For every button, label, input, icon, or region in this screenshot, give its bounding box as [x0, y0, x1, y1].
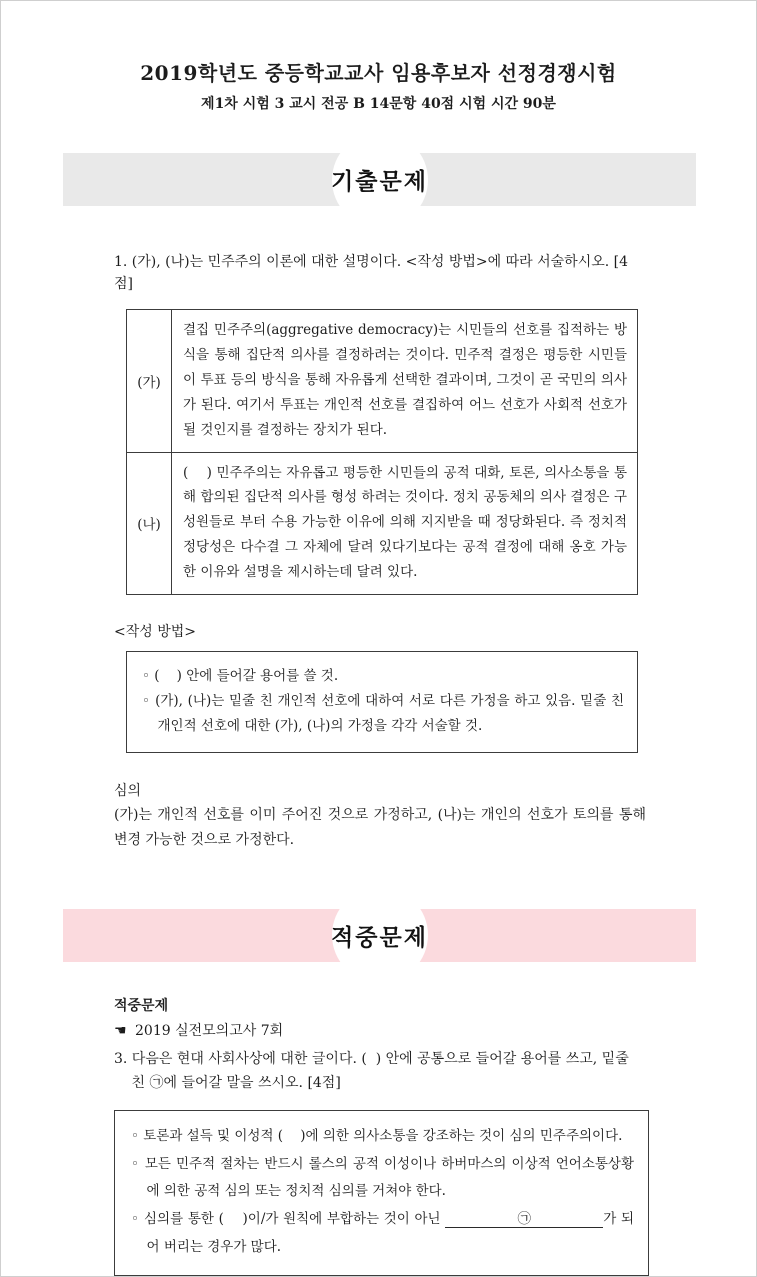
guideline-box: [126, 651, 638, 753]
fill-suffix: 가 되어 버리는 경우가 많다.: [146, 1210, 635, 1255]
row-text-ga: 결집 민주주의(aggregative democracy)는 시민들의 선호를 집적하는 방식을 통해 집단적 의사를 결정하려는 것이다. 민주적 결정은 평등한 시민들이 투표 등의 방식을 통해 자유롭게 선택한 결과이며, 그것이 곧 국민의 의사가 된다. 여기서 투표는 개인적 선호를 결집하여 어느 선호가 사회적 선호가 될 것인지를 결정하는 장치가 된다.: [172, 310, 638, 452]
guideline-item: ◦ ( ) 안에 들어갈 용어를 쓸 것.: [142, 667, 339, 684]
box-item: ◦ 토론과 설득 및 이성적 ( )에 의한 의사소통을 강조하는 것이 심의 민주주의이다.: [131, 1127, 623, 1144]
table-row-ga: [127, 310, 638, 452]
banner-circle: [332, 887, 428, 983]
answer-text: (가)는 개인적 선호를 이미 주어진 것으로 가정하고, (나)는 개인의 선호가 토의를 통해 변경 가능한 것으로 가정한다.: [114, 806, 646, 848]
blank-underline: [445, 1211, 603, 1228]
question3-prompt: 3. 다음은 현대 사회사상에 대한 글이다. ( ) 안에 공통으로 들어갈 용어를 쓰고, 밑줄 친 ㉠에 들어갈 말을 쓰시오. [4점]: [114, 1050, 629, 1092]
banner-label-predicted: 적중문제: [331, 924, 428, 951]
row-label-na: (나): [127, 452, 172, 594]
page-subtitle: 제1차 시험 3 교시 전공 B 14문항 40점 시험 시간 90분: [201, 96, 556, 112]
source-text: 2019 실전모의고사 7회: [135, 1022, 284, 1039]
banner-label-past: 기출문제: [331, 169, 428, 195]
blank-label: ㉠: [517, 1210, 531, 1227]
pointing-hand-icon: ☚: [114, 1022, 127, 1039]
page-title: 2019학년도 중등학교교사 임용후보자 선정경쟁시험: [140, 61, 617, 85]
box-item: ◦ 모든 민주적 절차는 반드시 롤스의 공적 이성이나 하버마스의 이상적 언어소통상황에 의한 공적 심의 또는 정치적 심의를 거쳐야 한다.: [131, 1155, 634, 1200]
guideline-title: <작성 방법>: [114, 623, 197, 640]
question1-section: [114, 252, 646, 853]
box-item-fill: [131, 1206, 634, 1261]
question3-section: [114, 995, 646, 1276]
answer-label: 심의: [114, 782, 142, 799]
table-row-na: [127, 452, 638, 594]
passage-table: [126, 309, 638, 594]
predicted-section-title: 적중문제: [114, 997, 169, 1014]
fill-prefix: ◦ 심의를 통한 ( )이/가 원칙에 부합하는 것이 아닌: [131, 1210, 446, 1227]
question1-prompt: 1. (가), (나)는 민주주의 이론에 대한 설명이다. <작성 방법>에 따라 서술하시오. [4점]: [114, 254, 629, 292]
question3-box: [114, 1110, 649, 1276]
section-banner-past: [63, 153, 696, 206]
source-line: [114, 1020, 646, 1040]
row-label-ga: (가): [127, 310, 172, 452]
banner-circle: [332, 132, 428, 228]
page-header: [1, 1, 756, 113]
row-text-na: ( ) 민주주의는 자유롭고 평등한 시민들의 공적 대화, 토론, 의사소통을 통해 합의된 집단적 의사를 형성 하려는 것이다. 정치 공동체의 의사 결정은 구성원들로 부터 수용 가능한 이유에 의해 지지받을 때 정당화된다. 즉 정치적 정당성은 다수결 그 자체에 달려 있다기보다는 공적 결정에 대해 옹호 가능한 이유와 설명을 제시하는데 달려 있다.: [172, 452, 638, 594]
section-banner-predicted: [63, 909, 696, 962]
guideline-item: ◦ (가), (나)는 밑줄 친 개인적 선호에 대하여 서로 다른 가정을 하고 있음. 밑줄 친 개인적 선호에 대한 (가), (나)의 가정을 각각 서술할 것.: [142, 692, 624, 734]
